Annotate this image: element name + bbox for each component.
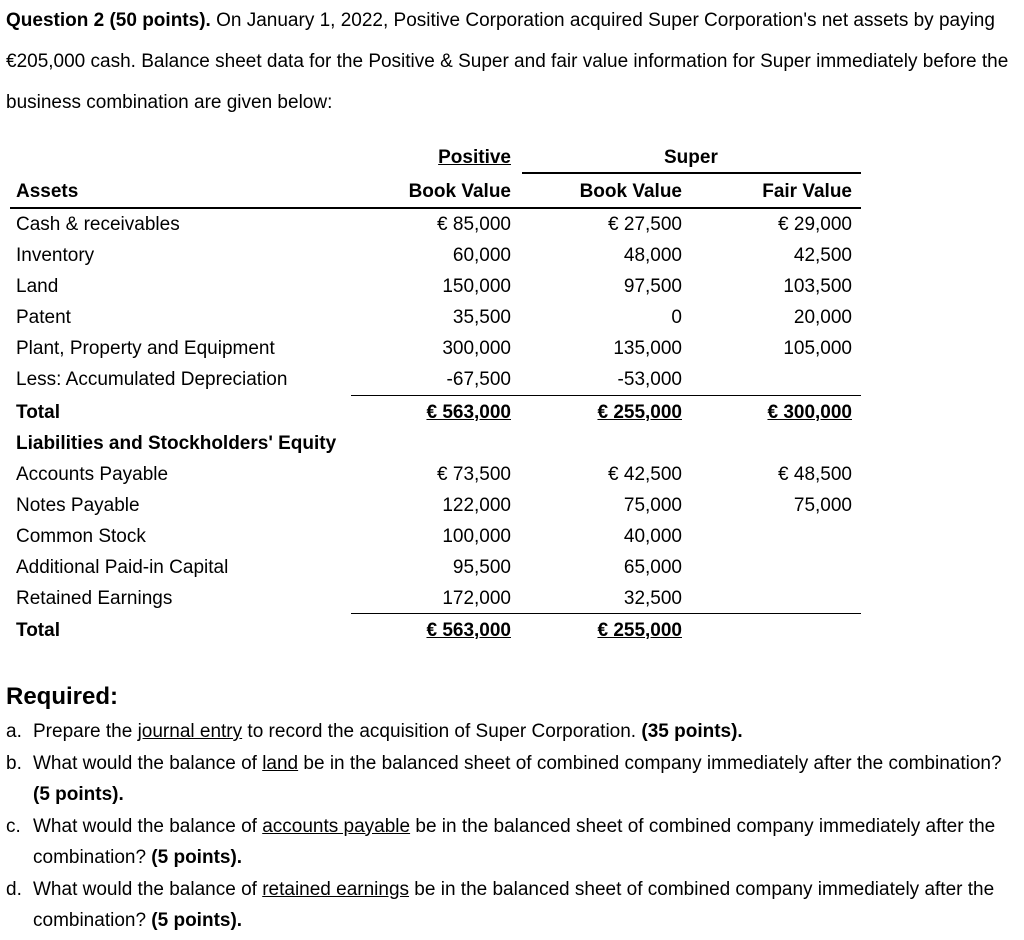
super-fair-value: € 29,000 — [778, 214, 852, 235]
super-book-value: 75,000 — [623, 495, 682, 516]
super-book-value: € 42,500 — [608, 464, 682, 485]
super-book-value: 65,000 — [623, 557, 682, 578]
text-part: be in the balanced sheet of combined company immediately after the combination? — [33, 878, 995, 931]
row-label: Retained Earnings — [16, 588, 173, 609]
liabilities-total-rule — [351, 613, 861, 614]
item-letter: a. — [6, 721, 22, 742]
text-part: Prepare the — [33, 721, 138, 742]
row-label: Total — [16, 620, 60, 641]
row-label: Additional Paid-in Capital — [16, 557, 229, 578]
super-book-value: -53,000 — [617, 369, 682, 390]
question-list — [6, 716, 1016, 937]
points: (5 points). — [151, 910, 243, 931]
super-fair-total: € 300,000 — [767, 402, 852, 423]
question-heading: Question 2 (50 points). — [6, 10, 211, 31]
underlined-term: accounts payable — [262, 815, 411, 837]
header-book-value-super: Book Value — [579, 181, 682, 202]
super-book-value: 0 — [671, 307, 682, 328]
text-part: be in the balanced sheet of combined company immediately after the combination? — [33, 815, 996, 868]
required-heading: Required: — [6, 683, 119, 710]
row-label: Total — [16, 402, 60, 423]
positive-value: 100,000 — [442, 526, 511, 547]
list-item — [6, 874, 1016, 937]
positive-value: € 73,500 — [437, 464, 511, 485]
super-book-value: 97,500 — [623, 276, 682, 297]
positive-value: € 85,000 — [437, 214, 511, 235]
item-letter: c. — [6, 815, 21, 837]
list-item — [6, 716, 1016, 748]
item-text — [33, 874, 1016, 937]
item-letter: d. — [6, 878, 22, 900]
text-part: be in the balanced sheet of combined company immediately after the combination? — [298, 752, 1002, 774]
list-item — [6, 748, 1016, 811]
header-fair-value: Fair Value — [762, 181, 852, 202]
positive-value: 150,000 — [442, 276, 511, 297]
super-fair-value: 103,500 — [783, 276, 852, 297]
points: (5 points). — [33, 784, 124, 805]
item-text — [33, 748, 1016, 811]
item-text — [33, 811, 1016, 874]
underlined-term: journal entry — [137, 721, 243, 742]
header-rule — [10, 207, 861, 209]
item-letter: b. — [6, 752, 22, 774]
points: (35 points). — [641, 721, 743, 742]
positive-value: 95,500 — [452, 557, 511, 578]
row-label: Plant, Property and Equipment — [16, 338, 275, 359]
item-text — [33, 716, 1016, 748]
positive-value: 122,000 — [442, 495, 511, 516]
super-header-rule — [522, 172, 861, 174]
points: (5 points). — [151, 847, 243, 868]
liabilities-heading: Liabilities and Stockholders' Equity — [16, 433, 337, 454]
row-label: Patent — [16, 307, 71, 328]
super-book-total: € 255,000 — [597, 402, 682, 423]
underlined-term: land — [262, 752, 299, 774]
super-book-value: € 27,500 — [608, 214, 682, 235]
text-part: What would the balance of — [33, 752, 263, 774]
text-part: What would the balance of — [33, 815, 263, 837]
super-fair-value: € 48,500 — [778, 464, 852, 485]
positive-total: € 563,000 — [426, 402, 511, 423]
super-book-value: 40,000 — [623, 526, 682, 547]
positive-value: -67,500 — [446, 369, 511, 390]
super-book-value: 135,000 — [613, 338, 682, 359]
super-fair-value: 105,000 — [783, 338, 852, 359]
positive-total: € 563,000 — [426, 620, 511, 641]
header-assets: Assets — [16, 181, 79, 202]
super-fair-value: 75,000 — [793, 495, 852, 516]
text-part: What would the balance of — [33, 878, 263, 900]
row-label: Inventory — [16, 245, 95, 266]
underlined-term: retained earnings — [262, 878, 410, 900]
row-label: Land — [16, 276, 59, 297]
header-positive: Positive — [438, 147, 511, 168]
header-book-value-positive: Book Value — [408, 181, 511, 202]
intro-text: On January 1, 2022, Positive Corporation acquired Super Corporation's net assets by paying €205,000 cash. Balance sheet data for the Positive & Super and fair value information for Super immediately before the business combination are given below: — [6, 10, 1009, 113]
row-label: Common Stock — [16, 526, 146, 547]
positive-value: 172,000 — [442, 588, 511, 609]
header-super: Super — [664, 147, 718, 168]
row-label: Less: Accumulated Depreciation — [16, 369, 288, 390]
super-book-value: 48,000 — [623, 245, 682, 266]
positive-value: 300,000 — [442, 338, 511, 359]
positive-value: 35,500 — [452, 307, 511, 328]
row-label: Accounts Payable — [16, 464, 169, 485]
row-label: Cash & receivables — [16, 214, 180, 235]
super-fair-value: 20,000 — [793, 307, 852, 328]
positive-value: 60,000 — [452, 245, 511, 266]
row-label: Notes Payable — [16, 495, 140, 516]
text-part: to record the acquisition of Super Corporation. — [242, 721, 642, 742]
assets-total-rule — [351, 395, 861, 396]
list-item — [6, 811, 1016, 874]
super-fair-value: 42,500 — [793, 245, 852, 266]
super-book-total: € 255,000 — [597, 620, 682, 641]
super-book-value: 32,500 — [623, 588, 682, 609]
